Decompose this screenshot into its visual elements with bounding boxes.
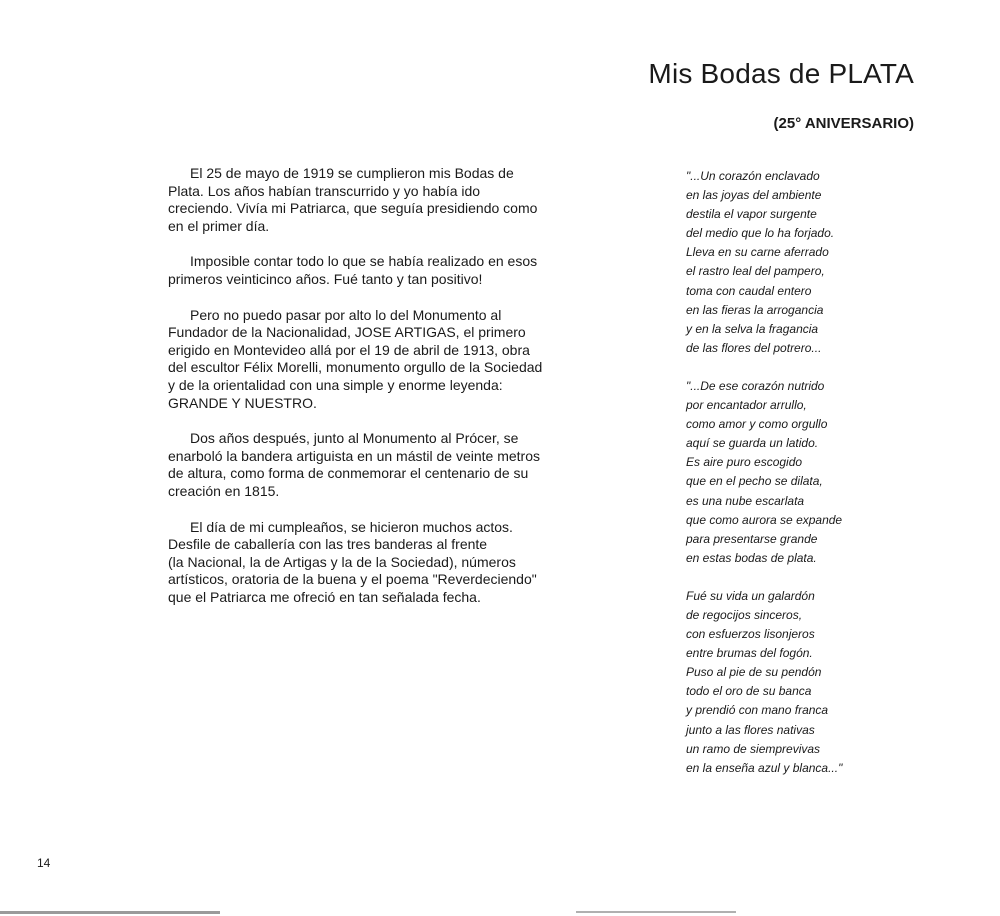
text-line: creación en 1815.	[168, 482, 280, 499]
poem-verse: para presentarse grande	[686, 531, 818, 546]
text-line: creciendo. Vivía mi Patriarca, que seguía presidiendo como	[168, 200, 538, 217]
poem-verse: en estas bodas de plata.	[686, 550, 817, 565]
text-line: en el primer día.	[168, 217, 270, 234]
text-line: del escultor Félix Morelli, monumento orgullo de la Sociedad	[168, 359, 543, 376]
poem-verse: destila el vapor surgente	[686, 207, 817, 222]
text-line: El 25 de mayo de 1919 se cumplieron mis Bodas de	[190, 165, 514, 181]
poem-verse: y en la selva la fragancia	[686, 321, 819, 336]
poem-verse: el rastro leal del pampero,	[686, 264, 825, 279]
text-line: GRANDE Y NUESTRO.	[168, 394, 317, 411]
page-subtitle: (25° ANIVERSARIO)	[773, 115, 914, 132]
poem-verse: y prendió con mano franca	[686, 703, 829, 718]
poem	[686, 167, 926, 797]
bottom-rule-left	[0, 911, 220, 914]
poem-stanza	[686, 587, 926, 778]
poem-verse: en la enseña azul y blanca..."	[686, 760, 843, 775]
poem-verse: que en el pecho se dilata,	[686, 474, 823, 489]
poem-verse: por encantador arrullo,	[686, 398, 807, 413]
text-line: primeros veinticinco años. Fué tanto y tan positivo!	[168, 270, 483, 287]
text-line: Plata. Los años habían transcurrido y yo había ido	[168, 182, 481, 199]
body-text	[168, 165, 578, 624]
poem-verse: con esfuerzos lisonjeros	[686, 627, 815, 642]
text-line: artísticos, oratoria de la buena y el poema "Reverdeciendo"	[168, 571, 537, 588]
poem-verse: de regocijos sinceros,	[686, 607, 803, 622]
text-line: Pero no puedo pasar por alto lo del Monumento al	[190, 306, 502, 323]
poem-verse: Fué su vida un galardón	[686, 588, 815, 603]
paragraph	[168, 519, 578, 607]
text-line: Dos años después, junto al Monumento al Prócer, se	[190, 430, 519, 447]
poem-verse: Puso al pie de su pendón	[686, 665, 822, 680]
poem-verse: aquí se guarda un latido.	[686, 436, 819, 451]
text-line: (la Nacional, la de Artigas y la de la Sociedad), números	[168, 553, 516, 570]
poem-verse: Es aire puro escogido	[686, 455, 803, 470]
poem-verse: de las flores del potrero...	[686, 340, 822, 355]
poem-stanza	[686, 167, 926, 358]
paragraph	[168, 253, 578, 288]
poem-verse: junto a las flores nativas	[686, 722, 815, 737]
poem-verse: que como aurora se expande	[686, 512, 843, 527]
poem-verse: un ramo de siemprevivas	[686, 741, 821, 756]
text-line: El día de mi cumpleaños, se hicieron muchos actos.	[190, 518, 513, 535]
text-line: enarboló la bandera artiguista en un mástil de veinte metros	[168, 447, 540, 464]
paragraph	[168, 165, 578, 235]
paragraph	[168, 430, 578, 500]
text-line: de altura, como forma de conmemorar el centenario de su	[168, 465, 529, 482]
poem-verse: en las joyas del ambiente	[686, 188, 822, 203]
poem-verse: toma con caudal entero	[686, 283, 812, 298]
poem-verse: entre brumas del fogón.	[686, 646, 813, 661]
poem-verse: es una nube escarlata	[686, 493, 805, 508]
poem-verse: "...Un corazón enclavado	[686, 169, 820, 183]
bottom-rule-right	[576, 911, 736, 913]
poem-verse: en las fieras la arrogancia	[686, 302, 824, 317]
poem-stanza	[686, 377, 926, 568]
page-title: Mis Bodas de PLATA	[648, 58, 914, 89]
poem-verse: del medio que lo ha forjado.	[686, 226, 835, 241]
text-line: que el Patriarca me ofreció en tan señalada fecha.	[168, 588, 481, 605]
poem-verse: como amor y como orgullo	[686, 417, 828, 432]
text-line: Imposible contar todo lo que se había realizado en esos	[190, 253, 538, 270]
poem-verse: Lleva en su carne aferrado	[686, 245, 829, 260]
text-line: erigido en Montevideo allá por el 19 de abril de 1913, obra	[168, 341, 530, 358]
text-line: y de la orientalidad con una simple y enorme leyenda:	[168, 376, 503, 393]
page-number: 14	[37, 856, 51, 870]
text-line: Desfile de caballería con las tres banderas al frente	[168, 536, 488, 553]
poem-verse: todo el oro de su banca	[686, 684, 812, 699]
text-line: Fundador de la Nacionalidad, JOSE ARTIGAS, el primero	[168, 324, 526, 341]
poem-verse: "...De ese corazón nutrido	[686, 378, 825, 393]
paragraph	[168, 307, 578, 413]
